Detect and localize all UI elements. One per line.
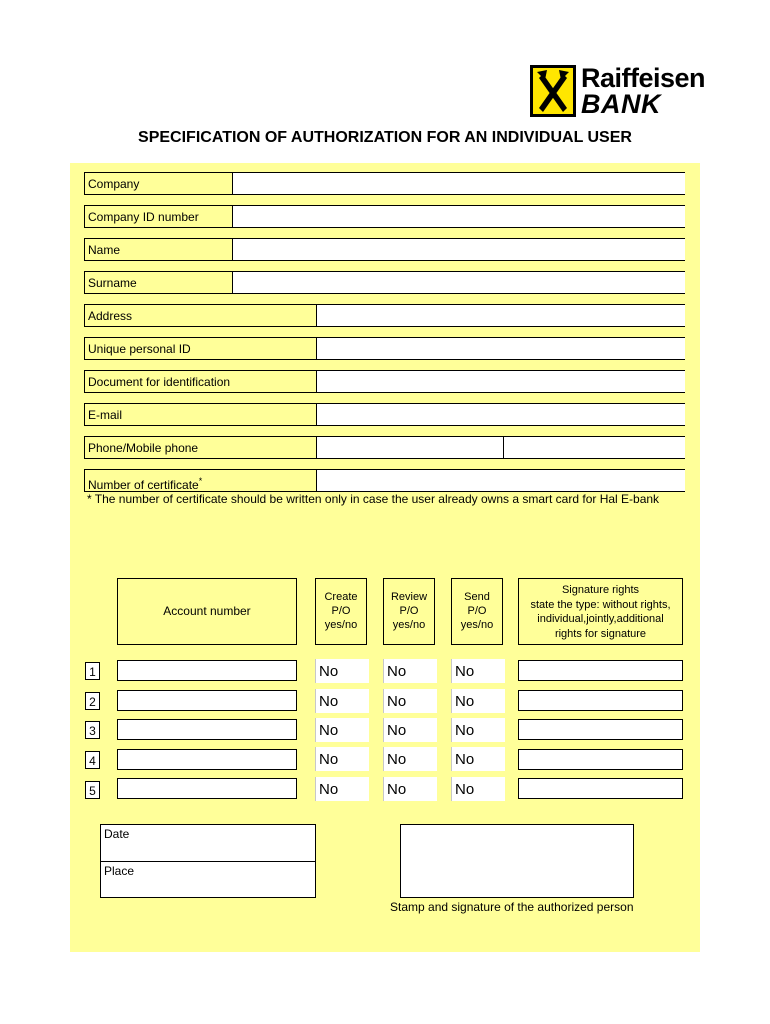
company-row: [84, 172, 685, 195]
date-label: Date: [104, 827, 130, 841]
bank-logo: [530, 63, 706, 120]
email-row: [84, 403, 685, 426]
stamp-signature-box[interactable]: [400, 824, 634, 898]
signature-rights-field[interactable]: [518, 749, 683, 770]
phone-field[interactable]: [316, 437, 504, 458]
surname-label: Surname: [88, 276, 137, 290]
row-number: 5: [85, 781, 100, 799]
create-po-header: Create P/O yes/no: [315, 578, 367, 645]
review-po-select[interactable]: No: [383, 777, 437, 801]
signature-rights-field[interactable]: [518, 660, 683, 681]
signature-rights-field[interactable]: [518, 719, 683, 740]
certificate-row: [84, 469, 685, 492]
phone-row: [84, 436, 685, 459]
certificate-field[interactable]: [316, 470, 685, 491]
review-po-select[interactable]: No: [383, 718, 437, 742]
company-field[interactable]: [232, 173, 685, 194]
account-number-field[interactable]: [117, 778, 297, 799]
name-row: [84, 238, 685, 261]
name-label: Name: [88, 243, 121, 257]
account-number-field[interactable]: [117, 719, 297, 740]
surname-field[interactable]: [232, 272, 685, 293]
send-po-header: Send P/O yes/no: [451, 578, 503, 645]
send-po-select[interactable]: No: [451, 718, 505, 742]
send-po-select[interactable]: No: [451, 659, 505, 683]
address-label: Address: [88, 309, 133, 323]
create-po-select[interactable]: No: [315, 777, 369, 801]
place-field[interactable]: [101, 862, 315, 898]
address-row: [84, 304, 685, 327]
mobile-phone-field[interactable]: [503, 437, 685, 458]
unique-id-label: Unique personal ID: [88, 342, 191, 356]
date-field[interactable]: [101, 825, 315, 861]
company-label: Company: [88, 177, 140, 191]
company-id-field[interactable]: [232, 206, 685, 227]
page-title: SPECIFICATION OF AUTHORIZATION FOR AN INDIVIDUAL USER: [138, 129, 632, 146]
stamp-signature-caption: Stamp and signature of the authorized person: [390, 900, 634, 914]
phone-label: Phone/Mobile phone: [88, 441, 199, 455]
row-number: 4: [85, 751, 100, 769]
document-row: [84, 370, 685, 393]
email-label: E-mail: [88, 408, 123, 422]
signature-rights-header: Signature rights state the type: without rights, individual,jointly,additional rights for signature: [518, 578, 683, 645]
account-number-field[interactable]: [117, 749, 297, 770]
surname-row: [84, 271, 685, 294]
signature-rights-field[interactable]: [518, 778, 683, 799]
review-po-select[interactable]: No: [383, 689, 437, 713]
account-number-field[interactable]: [117, 660, 297, 681]
create-po-select[interactable]: No: [315, 689, 369, 713]
email-field[interactable]: [316, 404, 685, 425]
document-field[interactable]: [316, 371, 685, 392]
logo-text-bank: BANK: [581, 89, 661, 119]
company-id-label: Company ID number: [88, 210, 199, 224]
date-place-box: [100, 824, 316, 898]
logo-text-raiffeisen: Raiffeisen: [581, 63, 706, 93]
signature-rights-field[interactable]: [518, 690, 683, 711]
review-po-select[interactable]: No: [383, 747, 437, 771]
company-id-row: [84, 205, 685, 228]
row-number: 2: [85, 692, 100, 710]
review-po-header: Review P/O yes/no: [383, 578, 435, 645]
account-number-header: Account number: [117, 578, 297, 645]
send-po-select[interactable]: No: [451, 747, 505, 771]
row-number: 1: [85, 662, 100, 680]
unique-id-field[interactable]: [316, 338, 685, 359]
crossed-horse-heads-icon: [530, 65, 576, 117]
certificate-footnote: * The number of certificate should be written only in case the user already owns a smart card for Hal E-bank: [87, 492, 660, 506]
address-field[interactable]: [316, 305, 685, 326]
certificate-label: Number of certificate*: [88, 476, 203, 492]
document-label: Document for identification: [88, 375, 231, 389]
account-number-field[interactable]: [117, 690, 297, 711]
send-po-select[interactable]: No: [451, 777, 505, 801]
name-field[interactable]: [232, 239, 685, 260]
create-po-select[interactable]: No: [315, 718, 369, 742]
place-label: Place: [104, 864, 135, 878]
review-po-select[interactable]: No: [383, 659, 437, 683]
send-po-select[interactable]: No: [451, 689, 505, 713]
row-number: 3: [85, 721, 100, 739]
unique-id-row: [84, 337, 685, 360]
create-po-select[interactable]: No: [315, 747, 369, 771]
create-po-select[interactable]: No: [315, 659, 369, 683]
certificate-asterisk: *: [198, 476, 203, 486]
